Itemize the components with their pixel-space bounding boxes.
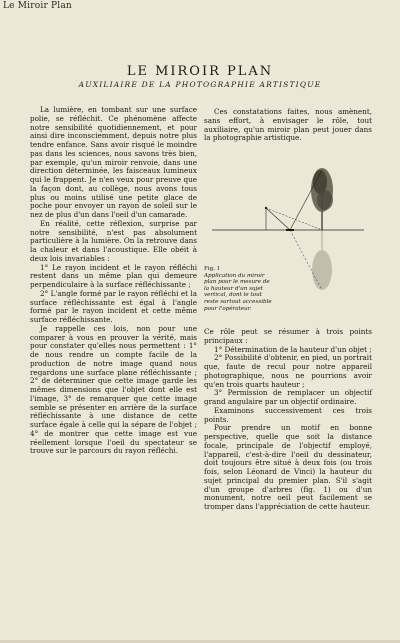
figure-1 xyxy=(204,148,374,328)
paragraph: Je rappelle ces lois, non pour une comparer à vous en prouver la vérité, mais pour constater qu'elles nous permettent : 1° de nous rendre un compte facile de la production de notre image quand nous regardons une surface plane réfléchissante ; 2° de déterminer que cette image garde les mêmes dimensions que l'objet dont elle est l'image, 3° de remarquer que cette image semble se présenter en arrière de la surface réfléchissante à une distance de cette surface égale à celle qui la sépare de l'objet ; 4° de montrer que cette image est vue réellement lorsque l'oeil du spectateur se trouve sur le parcours du rayon réfléchi. xyxy=(30,323,197,456)
paragraph: Examinons successivement ces trois points. xyxy=(204,405,372,424)
right-column-top xyxy=(204,108,372,143)
base-ray xyxy=(266,208,322,230)
paragraph: 1° Détermination de la hauteur d'un objet ; xyxy=(214,344,372,354)
paragraph: Pour prendre un motif en bonne perspective, quelle que soit la distance focale, principale de l'objectif employé, l'appareil, c'est-à-dire l'oeil du dessinateur, doit toujours être situé à deux fois (ou trois fois, selon Léonard de Vinci) la hauteur du sujet principal du premier plan. S'il s'agit d'un groupe d'arbres (fig. 1) ou d'un monument, notre oeil peut facilement se tromper dans l'appréciation de cette hauteur. xyxy=(204,423,372,511)
paragraph: 2° L'angle formé par le rayon réfléchi et la surface réfléchissante est égal à l'angle formé par le rayon incident et cette même surface réfléchissante. xyxy=(30,288,197,324)
reflected-tree-icon xyxy=(312,230,332,290)
paragraph: 3° Permission de remplacer un objectif grand angulaire par un objectif ordinaire. xyxy=(204,388,372,406)
article-subtitle: AUXILIAIRE DE LA PHOTOGRAPHIE ARTISTIQUE xyxy=(78,80,322,89)
paragraph: 2° Possibilité d'obtenir, en pied, un portrait que, faute de recul pour notre appareil photographique, nous ne pourrions avoir qu'en trois quarts hauteur ; xyxy=(204,353,372,389)
figure-caption xyxy=(204,266,276,312)
paragraph: Ces constatations faites, nous amènent, sans effort, à envisager le rôle, tout auxiliaire, qu'un miroir plan peut jouer dans la photographie artistique. xyxy=(204,107,372,143)
mirror-mark xyxy=(286,229,294,231)
reflected-ray xyxy=(266,208,290,230)
paragraph: Ce rôle peut se résumer à trois points principaux : xyxy=(204,327,372,345)
paragraph: 1° Le rayon incident et le rayon réfléchi restent dans un même plan qui demeure perpendiculaire à la surface réfléchissante ; xyxy=(30,262,197,289)
article-title: LE MIROIR PLAN xyxy=(126,64,274,79)
tree-icon xyxy=(311,168,333,212)
right-column-bottom xyxy=(204,328,372,512)
caption-text: Application du miroir plan pour le mesure de la hauteur d'un sujet vertical, dont le tout reste surtout accessible pour l'opérateur. xyxy=(204,272,272,312)
left-column xyxy=(30,106,197,456)
eye-point xyxy=(265,207,267,209)
paragraph: En réalité, cette réflexion, surprise par notre sensibilité, n'est pas absolument particulière à la lumière. On la retrouve dans la chaleur et dans l'acoustique. Elle obéit à deux lois invariables : xyxy=(30,218,197,263)
paragraph: La lumière, en tombant sur une surface polie, se réfléchit. Ce phénomène affecte notre sensibilité quotidiennement, et pour ainsi dire inconsciemment, depuis notre plus tendre enfance. Sans avoir risqué le moindre pas dans les sciences, nous savons très bien, par exemple, qu'un miroir renvoie, dans une direction déterminée, les faisceaux lumineux qui le frappent. Je n'en veux pour preuve que la façon dont, au collège, nous avons tous plus ou moins utilisé une petite glace de poche pour envoyer un rayon de soleil sur le nez de plus d'un dans l'oeil d'un camarade. xyxy=(30,105,197,219)
figure-label: Fig. 1 xyxy=(204,266,221,272)
running-header: Le Miroir Plan xyxy=(3,1,72,11)
